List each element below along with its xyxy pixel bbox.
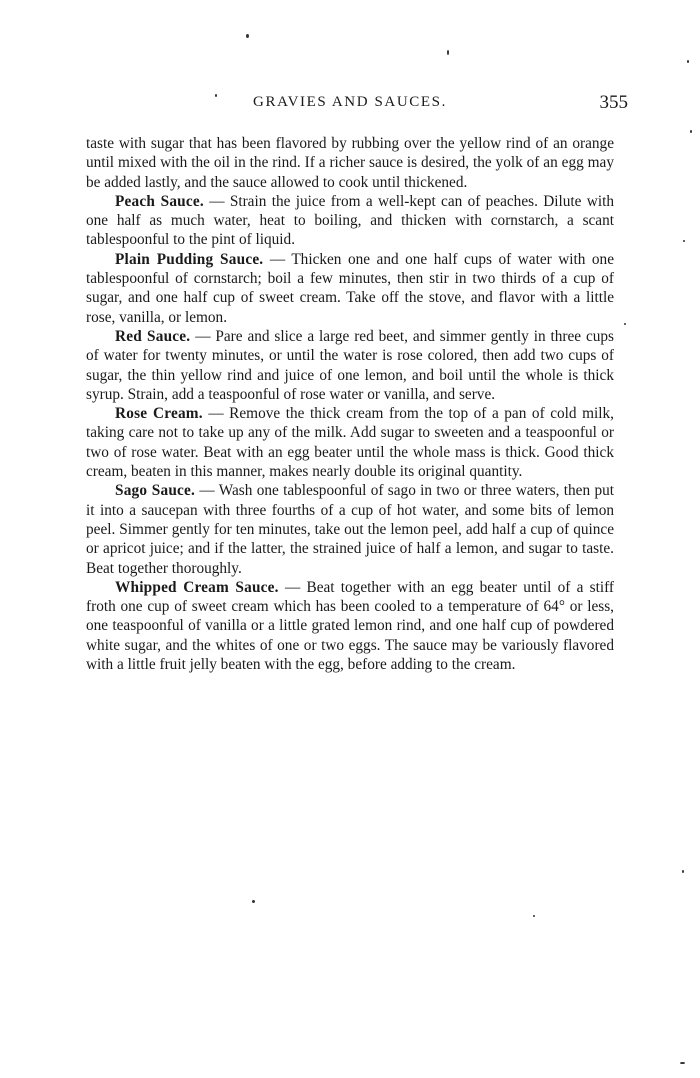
ink-speck [680, 1062, 685, 1064]
recipe-plain-pudding-sauce [86, 250, 614, 327]
page-number: 355 [599, 92, 628, 113]
body-text [86, 134, 614, 674]
ink-speck [682, 870, 684, 873]
recipe-peach-sauce [86, 192, 614, 250]
running-head [86, 92, 628, 118]
recipe-red-sauce [86, 327, 614, 404]
ink-speck [252, 900, 255, 903]
recipe-text: — Strain the juice from a well-kept can of peaches. Dilute with one half as much water, heat to boiling, and thicken with cornstarch, a scant tablespoonful to the pint of liquid. [86, 192, 614, 249]
ink-speck [687, 60, 689, 63]
recipe-text: — Remove the thick cream from the top of a pan of cold milk, taking care not to take up any of the milk. Add sugar to sweeten and a teaspoonful or two of rose water. Beat with an egg beater until the whole mass is thick. Good thick cream, beaten in this manner, makes nearly double its original quantity. [86, 405, 614, 481]
recipe-heading: Whipped Cream Sauce. [115, 578, 279, 596]
recipe-heading: Sago Sauce. [115, 482, 196, 500]
paragraph-text: taste with sugar that has been flavored by rubbing over the yellow rind of an orange until mixed with the oil in the rind. If a richer sauce is desired, the yolk of an egg may be added lastly, and the sauce allowed to cook until thickened. [86, 135, 614, 191]
recipe-heading: Peach Sauce. [115, 192, 204, 210]
recipe-rose-cream [86, 404, 614, 481]
recipe-text: — Pare and slice a large red beet, and simmer gently in three cups of water for twenty minutes, or until the water is rose colored, then add two cups of sugar, the thin yellow rind and juice of one lemon, and boil until the whole is thick syrup. Strain, add a teaspoonful of rose water or vanilla, and serve. [86, 327, 614, 403]
recipe-text: — Beat together with an egg beater until of a stiff froth one cup of sweet cream which has been cooled to a temperature of 64° or less, one teaspoonful of vanilla or a little grated lemon rind, and one half cup of powdered white sugar, and the whites of one or two eggs. The sauce may be variously flavored with a little fruit jelly beaten with the egg, before adding to the cream. [86, 578, 614, 674]
recipe-heading: Rose Cream. [115, 405, 203, 423]
recipe-text: — Wash one tablespoonful of sago in two or three waters, then put it into a saucepan with three fourths of a cup of hot water, and some bits of lemon peel. Simmer gently for ten minutes, take out the lemon peel, add half a cup of quince or apricot juice; and if the latter, the strained juice of half a lemon, and sugar to taste. Beat together thoroughly. [86, 482, 614, 577]
ink-speck [624, 323, 626, 325]
paragraph-continuation [86, 134, 614, 192]
ink-speck [690, 130, 692, 133]
ink-speck [246, 34, 249, 38]
recipe-whipped-cream-sauce [86, 578, 614, 674]
ink-speck [533, 915, 535, 917]
recipe-sago-sauce [86, 481, 614, 577]
recipe-heading: Plain Pudding Sauce. [115, 250, 264, 268]
ink-speck [447, 50, 449, 55]
recipe-text: — Thicken one and one half cups of water with one tablespoonful of cornstarch; boil a few minutes, then stir in two thirds of a cup of sugar, and one half cup of sweet cream. Take off the stove, and flavor with a little rose, vanilla, or lemon. [86, 250, 614, 326]
recipe-heading: Red Sauce. [115, 327, 191, 345]
running-title: GRAVIES AND SAUCES. [253, 94, 447, 110]
ink-speck [683, 240, 685, 242]
